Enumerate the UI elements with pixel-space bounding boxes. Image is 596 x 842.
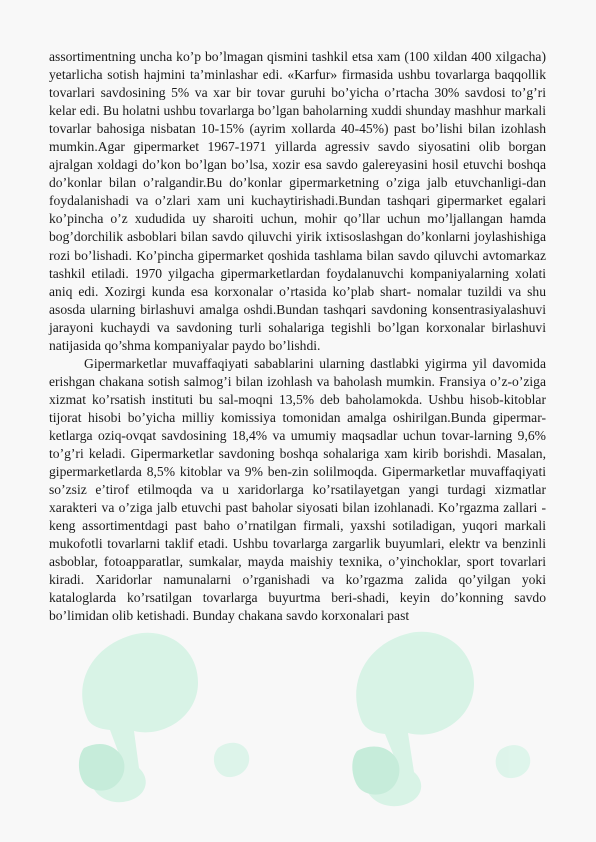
page-text [49, 48, 546, 626]
paragraph-2: Gipermarketlar muvaffaqiyati sabablarini ularning dastlabki yigirma yil davomida erishgan chakana sotish salmog’i bilan izohlash va baholash mumkin. Fransiya o’z-o’ziga xizmat ko’rsatish instituti bu sal-moqni 13,5% deb baholamokda. Ushbu hisob-kitoblar tijorat hisobi bo’yicha milliy komissiya tomonidan amalga oshirilgan.Bunda gipermar-ketlarga oziq-ovqat savdosining 18,4% va umumiy maqsadlar uchun tovar-larning 9,6% to’g’ri keladi. Gipermarketlar savdoning boshqa sohalariga xam kirib borishdi. Masalan, gipermarketlarda 8,5% kitoblar va 9% ben-zin solilmoqda. Gipermarketlar muvaffaqiyati so’zsiz e’tirof etilmoqda va u xaridorlarga ko’rsatilayetgan yangi turdagi xizmatlar xarakteri va o’ziga jalb etuvchi past baholar siyosati bilan izohlanadi. Ko’rgazma zallari - keng assortimentdagi past baho o’rnatilgan firmali, yaxshi sotiladigan, yuqori markali mukofotli tovarlarni taklif etadi. Ushbu tovarlarga zargarlik buyumlari, elektr va benzinli asboblar, fotoapparatlar, sumkalar, mayda maishiy texnika, o’yinchoklar, sport tovarlari kiradi. Xaridorlar namunalarni o’rganishadi va ko’rgazma zalida qo’yilgan yoki kataloglarda ko’rsatilgan tovarlarga buyurtma beri-shadi, keyin do’konning savdo bo’limidan olib ketishadi. Bunday chakana savdo korxonalari past [49, 355, 546, 624]
paragraph-1: assortimentning uncha ko’p bo’lmagan qismini tashkil etsa xam (100 xildan 400 xilgacha) yetarlicha sotish hajmini ta’minlashar edi. «Karfur» firmasida ushbu tovarlarga baqqollik tovarlari savdosining 5% va xar bir tovar guruhi bo’yicha o’rtacha 30% savdosi to’g’ri kelar edi. Bu holatni ushbu tovarlarga bo’lgan baholarning xuddi shunday mashhur markali tovarlar bahosiga nisbatan 10-15% (ayrim xollarda 40-45%) past bo’lishi bilan izohlash mumkin.Agar gipermarket 1967-1971 yillarda agressiv savdo siyosatini olib borgan ajralgan xoldagi do’kon bo’lgan bo’lsa, xozir esa savdo galereyasini hosil etuvchi boshqa do’konlar bilan o’ralgandir.Bu do’konlar gipermarketning o’ziga jalb etuvchanligi-dan foydalanishadi va o’zlari xam uni kuchaytirishadi.Bundan tashqari gipermarket egalari ko’pincha o’z xududida uy sharoiti uchun, mohir qo’llar uchun mo’ljallangan hamda bog’dorchilik asboblari bilan savdo qiluvchi yirik ixtisoslashgan do’konlarni joylashishiga rozi bo’lishadi. Ko’pincha gipermarket qoshida tashlama bilan savdo qiluvchi avtomarkaz tashkil etiladi. 1970 yilgacha gipermarketlardan foydalanuvchi kompaniyalarning xolati aniq edi. Xozirgi kunda esa korxonalar o’rtasida ko’plab shart- nomalar tuzildi va shu asosda ularning birlashuvi amalga oshdi.Bundan tashqari savdoning konsentrasiyalashuvi jarayoni kuchaydi va savdoning turli sohalariga tegishli bo’lgan korxonalar birlashuvi natijasida qo’shma kompaniyalar paydo bo’lishdi. [49, 49, 546, 353]
